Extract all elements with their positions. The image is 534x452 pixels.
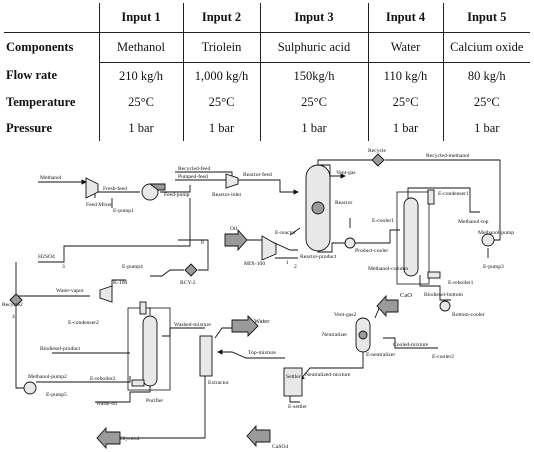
label-e-reactor: E-reactor <box>275 230 296 236</box>
table-row <box>4 89 530 115</box>
table-row <box>4 63 530 90</box>
table-cell: 110 kg/h <box>368 63 443 90</box>
label-e-cooler1: E-cooler1 <box>372 218 395 224</box>
condenser1-unit <box>428 190 434 204</box>
condenser2-unit <box>140 302 146 314</box>
label-e-pump4: E-pump4 <box>122 264 143 270</box>
label-fresh-feed: Fresh-feed <box>103 186 127 192</box>
table-cell: 1 bar <box>260 115 368 141</box>
table-row <box>4 33 530 63</box>
column-header: Input 1 <box>99 3 183 33</box>
label-mix-100: MIX-100 <box>244 261 266 267</box>
row-label: Temperature <box>4 89 99 115</box>
label-feed-mixer: Feed Mixer <box>86 202 112 208</box>
label-feed-pump: Feed-pump <box>164 192 190 198</box>
label-reactor: Reactor <box>335 200 353 206</box>
reactor-mixer-unit <box>226 174 238 188</box>
input-spec-table <box>4 3 530 141</box>
table-cell: Water <box>368 33 443 63</box>
label-e-settler: E-settler <box>288 404 307 410</box>
label-methanol-top: Methanol-top <box>458 219 489 225</box>
glycerol-outlet-arrow <box>97 428 120 448</box>
table-cell: Triolein <box>183 33 260 63</box>
table-cell: 210 kg/h <box>118 68 164 83</box>
label-methanol-column: Methanol-column <box>368 266 409 272</box>
label-h2so4: H2SO4 <box>38 254 55 260</box>
table-cell: 1,000 kg/h <box>183 63 260 90</box>
table-cell: 25°C <box>128 94 154 109</box>
purifier-vessel <box>143 316 157 386</box>
table-cell: 80 kg/h <box>443 63 530 90</box>
k-100-unit <box>100 286 112 302</box>
settler-vessel <box>284 368 302 396</box>
row-label: Components <box>4 33 99 63</box>
reactor-badge <box>312 202 324 214</box>
table-cell: 25°C <box>368 89 443 115</box>
table-cell: 1 bar <box>368 115 443 141</box>
label-reactor-product: Reactor-product <box>300 254 337 260</box>
label-e-cooler2: E-cooler2 <box>432 354 455 360</box>
label-methanol-pump: Methanol-pump <box>478 230 515 236</box>
label-oil: Oil <box>230 226 238 232</box>
column-header: Input 3 <box>260 3 368 33</box>
table-cell: 1 bar <box>443 115 530 141</box>
label-settler: Settler <box>286 374 301 380</box>
feed-mixer-unit <box>86 178 98 198</box>
label-e-condenser2: E-condenser2 <box>68 320 99 326</box>
extractor-vessel <box>200 336 212 376</box>
label-methanol: Methanol <box>40 175 62 181</box>
table-row <box>4 115 530 141</box>
label-waste-oil: Waste-oil <box>96 401 118 407</box>
mix-100-unit <box>262 236 276 260</box>
caso4-outlet-arrow <box>247 426 270 446</box>
label-rcy-2: RCY-2 <box>180 280 196 286</box>
rcy-2-block <box>185 264 197 276</box>
label-stream-2: 2 <box>294 264 297 270</box>
label-top-mixture: Top-mixture <box>248 350 276 356</box>
label-e-neutralizer: E-neutralizer <box>366 352 396 358</box>
label-stream-3: 3 <box>62 264 65 270</box>
label-recycled-methanol: Recycled-methanol <box>426 153 470 159</box>
bottom-cooler-unit <box>440 301 450 311</box>
label-e-pump3: E-pump3 <box>483 264 504 270</box>
label-vent-gas: Vent-gas <box>336 170 356 176</box>
product-cooler-unit <box>345 238 355 248</box>
label-stream-8: 8 <box>201 240 204 246</box>
table-cell: 25°C <box>443 89 530 115</box>
label-e-reboiler2: E-reboiler2 <box>90 376 116 382</box>
recycle-block <box>372 154 384 166</box>
label-cooled-mixture: Cooled-mixture <box>393 342 429 348</box>
label-purifier: Purifier <box>146 398 164 404</box>
label-recycled-feed: Recycled-feed <box>178 166 211 172</box>
label-extractor: Extractor <box>208 380 229 386</box>
header-corner <box>4 3 99 33</box>
equipment <box>10 154 494 448</box>
diagram-labels <box>2 148 514 450</box>
label-reactor-feed: Reactor-feed <box>243 172 272 178</box>
cao-inlet-arrow <box>377 296 398 316</box>
methanol-column-vessel <box>404 198 418 276</box>
table-cell: 25°C <box>260 89 368 115</box>
neutralizer-badge <box>359 331 367 339</box>
label-recycle2: Recycle2 <box>2 302 23 308</box>
label-caso4: CaSO4 <box>272 444 289 450</box>
label-cao: CaO <box>400 292 412 299</box>
column-header: Input 4 <box>368 3 443 33</box>
label-e-pump5: E-pump5 <box>46 392 67 398</box>
label-product-cooler: Product-cooler <box>355 248 389 254</box>
label-bottom-cooler: Bottom-cooler <box>452 312 485 318</box>
label-e-condenser1: E-condenser1 <box>438 191 469 197</box>
label-neutralizer: Neutralizer <box>322 332 348 338</box>
label-e-reboiler1: E-reboiler1 <box>448 280 474 286</box>
table-cell: 150kg/h <box>260 63 368 90</box>
table-header-row <box>4 3 530 33</box>
column-header: Input 5 <box>443 3 530 33</box>
column-header: Input 2 <box>183 3 260 33</box>
methanol-pump2-unit <box>24 382 36 394</box>
label-reactor-inlet: Reactor-inlet <box>212 192 242 198</box>
table-cell: 1 bar <box>183 115 260 141</box>
label-water-vapor: Water-vapor <box>56 288 84 294</box>
row-label: Pressure <box>4 115 99 141</box>
label-methanol-pump2: Methanol-pump2 <box>28 374 67 380</box>
label-recycle: Recycle <box>368 148 387 154</box>
label-stream-1: 1 <box>286 260 289 266</box>
label-pumped-feed: Pumped-feed <box>178 174 208 180</box>
reboiler1-unit <box>428 272 440 278</box>
process-flow-diagram <box>0 140 534 452</box>
label-stream-4: 4 <box>12 314 15 320</box>
label-neutralized-mixture: Neutralized-mixture <box>305 372 351 378</box>
table-cell: Methanol <box>99 33 183 63</box>
table-cell: 1 bar <box>128 120 154 135</box>
label-washed-mixture: Washed-mixture <box>174 322 211 328</box>
label-biodiesel-bottom: Biodiesel-bottom <box>424 292 463 298</box>
oil-inlet-arrow <box>225 230 247 250</box>
table-cell: Sulphuric acid <box>260 33 368 63</box>
label-e-pump1: E-pump1 <box>113 208 134 214</box>
reboiler2-unit <box>132 380 144 386</box>
label-biodiesel-product: Biodiesel-product <box>40 346 81 352</box>
label-vent-gas2: Vent-gas2 <box>334 312 357 318</box>
row-label: Flow rate <box>4 63 99 90</box>
table-cell: 25°C <box>183 89 260 115</box>
label-water: Water <box>254 318 270 325</box>
label-glycerol: Glycerol <box>120 436 140 442</box>
table-cell: Calcium oxide <box>443 33 530 63</box>
label-k-100: K-100 <box>113 280 128 286</box>
